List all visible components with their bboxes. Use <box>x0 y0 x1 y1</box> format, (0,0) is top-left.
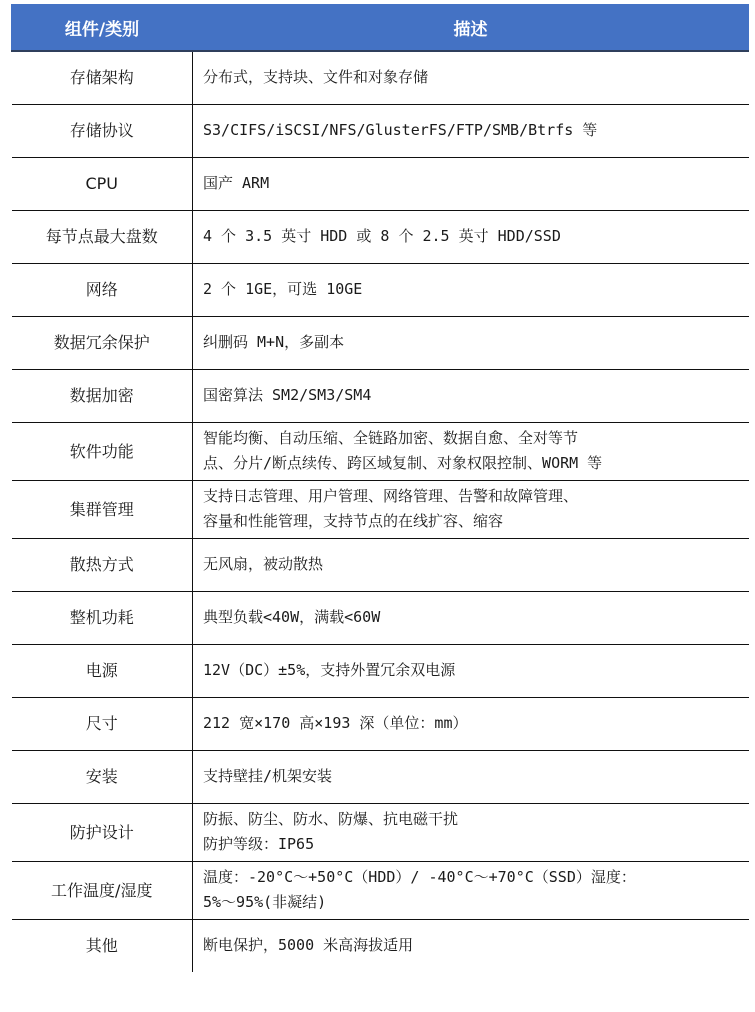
description-line: 4 个 3.5 英寸 HDD 或 8 个 2.5 英寸 HDD/SSD <box>203 227 561 245</box>
row-category: 其他 <box>12 919 193 972</box>
table-row <box>12 369 749 422</box>
row-description <box>193 316 749 369</box>
row-category: 集群管理 <box>12 480 193 538</box>
description-line: 点、分片/断点续传、跨区域复制、对象权限控制、WORM 等 <box>203 454 603 472</box>
row-category: 网络 <box>12 263 193 316</box>
table-row <box>12 263 749 316</box>
row-category: 整机功耗 <box>12 591 193 644</box>
description-line: 支持壁挂/机架安装 <box>203 767 333 785</box>
description-line: 典型负载<40W，满载<60W <box>203 608 381 626</box>
row-description <box>193 157 749 210</box>
table-header-row <box>12 5 749 52</box>
row-description <box>193 591 749 644</box>
row-description <box>193 210 749 263</box>
row-category: 每节点最大盘数 <box>12 210 193 263</box>
description-line: 分布式，支持块、文件和对象存储 <box>203 68 429 87</box>
table-row <box>12 591 749 644</box>
row-category: 软件功能 <box>12 422 193 480</box>
description-line: S3/CIFS/iSCSI/NFS/GlusterFS/FTP/SMB/Btrfs 等 <box>203 121 598 139</box>
description-line: 212 宽×170 高×193 深（单位：mm） <box>203 714 468 732</box>
description-line: 支持日志管理、用户管理、网络管理、告警和故障管理、 <box>203 487 579 505</box>
row-category: 存储协议 <box>12 104 193 157</box>
table-row <box>12 316 749 369</box>
row-description <box>193 803 749 861</box>
row-description <box>193 919 749 972</box>
row-description <box>193 480 749 538</box>
description-line: 2 个 1GE，可选 10GE <box>203 280 363 298</box>
header-category: 组件/类别 <box>12 5 193 52</box>
table-row <box>12 750 749 803</box>
row-category: 数据冗余保护 <box>12 316 193 369</box>
description-line: 防护等级：IP65 <box>203 835 315 853</box>
row-description <box>193 697 749 750</box>
spec-table <box>11 4 749 972</box>
row-description <box>193 861 749 919</box>
row-category: 存储架构 <box>12 51 193 104</box>
header-description: 描述 <box>193 5 749 52</box>
row-category: CPU <box>12 157 193 210</box>
row-description <box>193 369 749 422</box>
table-row <box>12 480 749 538</box>
description-line: 防振、防尘、防水、防爆、抗电磁干扰 <box>203 810 459 828</box>
row-category: 防护设计 <box>12 803 193 861</box>
row-description <box>193 750 749 803</box>
row-description <box>193 538 749 591</box>
row-description <box>193 644 749 697</box>
description-line: 容量和性能管理，支持节点的在线扩容、缩容 <box>203 512 504 530</box>
row-description <box>193 422 749 480</box>
description-line: 温度：-20°C～+50°C（HDD）/ -40°C～+70°C（SSD）湿度： <box>203 868 636 886</box>
table-row <box>12 157 749 210</box>
description-line: 无风扇，被动散热 <box>203 555 324 573</box>
table-row <box>12 210 749 263</box>
table-body <box>12 51 749 972</box>
description-line: 国产 ARM <box>203 174 270 192</box>
row-category: 安装 <box>12 750 193 803</box>
description-line: 断电保护，5000 米高海拔适用 <box>203 936 414 955</box>
row-category: 散热方式 <box>12 538 193 591</box>
table-row <box>12 538 749 591</box>
table-row <box>12 51 749 104</box>
table-row <box>12 861 749 919</box>
table-row <box>12 919 749 972</box>
table-row <box>12 803 749 861</box>
description-line: 12V（DC）±5%，支持外置冗余双电源 <box>203 661 456 679</box>
row-category: 数据加密 <box>12 369 193 422</box>
row-description <box>193 263 749 316</box>
description-line: 国密算法 SM2/SM3/SM4 <box>203 386 372 404</box>
description-line: 5%～95%(非凝结) <box>203 893 327 911</box>
table-row <box>12 422 749 480</box>
row-category: 电源 <box>12 644 193 697</box>
description-line: 纠删码 M+N，多副本 <box>203 333 345 351</box>
table-row <box>12 697 749 750</box>
table-row <box>12 104 749 157</box>
table-row <box>12 644 749 697</box>
description-line: 智能均衡、自动压缩、全链路加密、数据自愈、全对等节 <box>203 429 579 447</box>
row-category: 工作温度/湿度 <box>12 861 193 919</box>
row-description <box>193 104 749 157</box>
row-category: 尺寸 <box>12 697 193 750</box>
row-description <box>193 51 749 104</box>
